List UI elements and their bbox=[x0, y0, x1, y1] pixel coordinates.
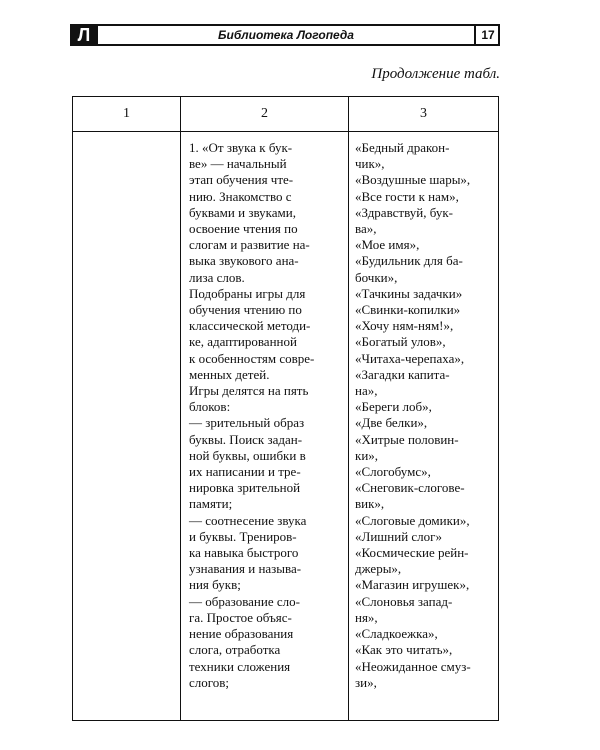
text-line: «Мое имя», bbox=[355, 237, 420, 253]
text-line: «Лишний слог» bbox=[355, 528, 442, 544]
page-number: 17 bbox=[474, 24, 500, 46]
text-line: «Магазин игрушек», bbox=[355, 577, 470, 593]
text-line: узнавания и называ- bbox=[189, 561, 302, 577]
text-line: «Сладкоежка», bbox=[355, 626, 438, 642]
text-line: лиза слов. bbox=[189, 269, 245, 285]
text-line: ке, адаптированной bbox=[189, 334, 297, 350]
text-line: «Богатый улов», bbox=[355, 334, 446, 350]
text-line: слогов; bbox=[189, 674, 230, 690]
text-line: выка звукового ана- bbox=[189, 253, 299, 269]
column-header-2: 2 bbox=[181, 97, 349, 132]
text-line: ве» — начальный bbox=[189, 156, 287, 172]
column-2-text bbox=[181, 132, 348, 691]
column-1-cell bbox=[73, 132, 181, 721]
running-header bbox=[70, 24, 500, 46]
text-line: «Свинки-копилки» bbox=[355, 302, 461, 318]
text-line: блоков: bbox=[189, 399, 231, 415]
table-header-row bbox=[73, 97, 499, 132]
column-3-cell bbox=[349, 132, 499, 721]
text-line: — соотнесение звука bbox=[189, 512, 307, 528]
text-line: зи», bbox=[355, 674, 377, 690]
text-line: «Космические рейн- bbox=[355, 545, 469, 561]
text-line: слога, отработка bbox=[189, 642, 281, 658]
text-line: «Читаха-черепаха», bbox=[355, 350, 465, 366]
text-line: буквами и звуками, bbox=[189, 204, 296, 220]
text-line: ня», bbox=[355, 609, 378, 625]
header-title: Библиотека Логопеда bbox=[218, 28, 354, 42]
text-line: техники сложения bbox=[189, 658, 291, 674]
text-line: «Слогобумс», bbox=[355, 464, 431, 480]
text-line: Игры делятся на пять bbox=[189, 383, 309, 399]
text-line: освоение чтения по bbox=[189, 221, 298, 237]
text-line: «Здравствуй, бук- bbox=[355, 204, 454, 220]
text-line: и буквы. Трениров- bbox=[189, 528, 297, 544]
text-line: к особенностям совре- bbox=[189, 350, 315, 366]
text-line: бочки», bbox=[355, 269, 398, 285]
column-header-1: 1 bbox=[73, 97, 181, 132]
column-header-3: 3 bbox=[349, 97, 499, 132]
text-line: нию. Знакомство с bbox=[189, 188, 292, 204]
text-line: «Будильник для ба- bbox=[355, 253, 463, 269]
text-line: — образование сло- bbox=[189, 593, 300, 609]
text-line: их написании и тре- bbox=[189, 464, 301, 480]
text-line: — зрительный образ bbox=[189, 415, 305, 431]
logo-letter: Л bbox=[70, 24, 98, 46]
column-2-cell bbox=[181, 132, 349, 721]
text-line: нение образования bbox=[189, 626, 294, 642]
text-line: джеры», bbox=[355, 561, 402, 577]
text-line: «Как это читать», bbox=[355, 642, 453, 658]
content-table bbox=[72, 96, 499, 721]
text-line: «Снеговик-слогове- bbox=[355, 480, 465, 496]
text-line: чик», bbox=[355, 156, 385, 172]
text-line: ной буквы, ошибки в bbox=[189, 447, 306, 463]
text-line: этап обучения чте- bbox=[189, 172, 294, 188]
text-line: ния букв; bbox=[189, 577, 241, 593]
text-line: «Хитрые половин- bbox=[355, 431, 459, 447]
text-line: обучения чтению по bbox=[189, 302, 302, 318]
text-line: га. Простое объяс- bbox=[189, 609, 292, 625]
text-line: классической методи- bbox=[189, 318, 311, 334]
text-line: Подобраны игры для bbox=[189, 285, 306, 301]
table-row bbox=[73, 132, 499, 721]
text-line: ки», bbox=[355, 447, 379, 463]
text-line: буквы. Поиск задан- bbox=[189, 431, 303, 447]
text-line: вик», bbox=[355, 496, 385, 512]
text-line: «Береги лоб», bbox=[355, 399, 432, 415]
text-line: «Хочу ням-ням!», bbox=[355, 318, 454, 334]
text-line: 1. «От звука к бук- bbox=[189, 140, 293, 155]
text-line: ка навыка быстрого bbox=[189, 545, 299, 561]
text-line: «Тачкины задачки» bbox=[355, 285, 463, 301]
column-1-text bbox=[73, 132, 180, 140]
text-line: слогам и развитие на- bbox=[189, 237, 310, 253]
text-line: «Две белки», bbox=[355, 415, 428, 431]
text-line: «Слоновья запад- bbox=[355, 593, 453, 609]
text-line: «Воздушные шары», bbox=[355, 172, 471, 188]
text-line: «Слоговые домики», bbox=[355, 512, 470, 528]
text-line: ва», bbox=[355, 221, 377, 237]
text-line: «Загадки капита- bbox=[355, 366, 450, 382]
text-line: «Бедный дракон- bbox=[355, 140, 450, 155]
text-line: памяти; bbox=[189, 496, 233, 512]
text-line: «Неожиданное смуз- bbox=[355, 658, 471, 674]
text-line: менных детей. bbox=[189, 366, 270, 382]
column-3-text bbox=[349, 132, 498, 691]
table-continuation-label: Продолжение табл. bbox=[371, 66, 500, 82]
text-line: «Все гости к нам», bbox=[355, 188, 459, 204]
text-line: на», bbox=[355, 383, 378, 399]
text-line: нировка зрительной bbox=[189, 480, 301, 496]
